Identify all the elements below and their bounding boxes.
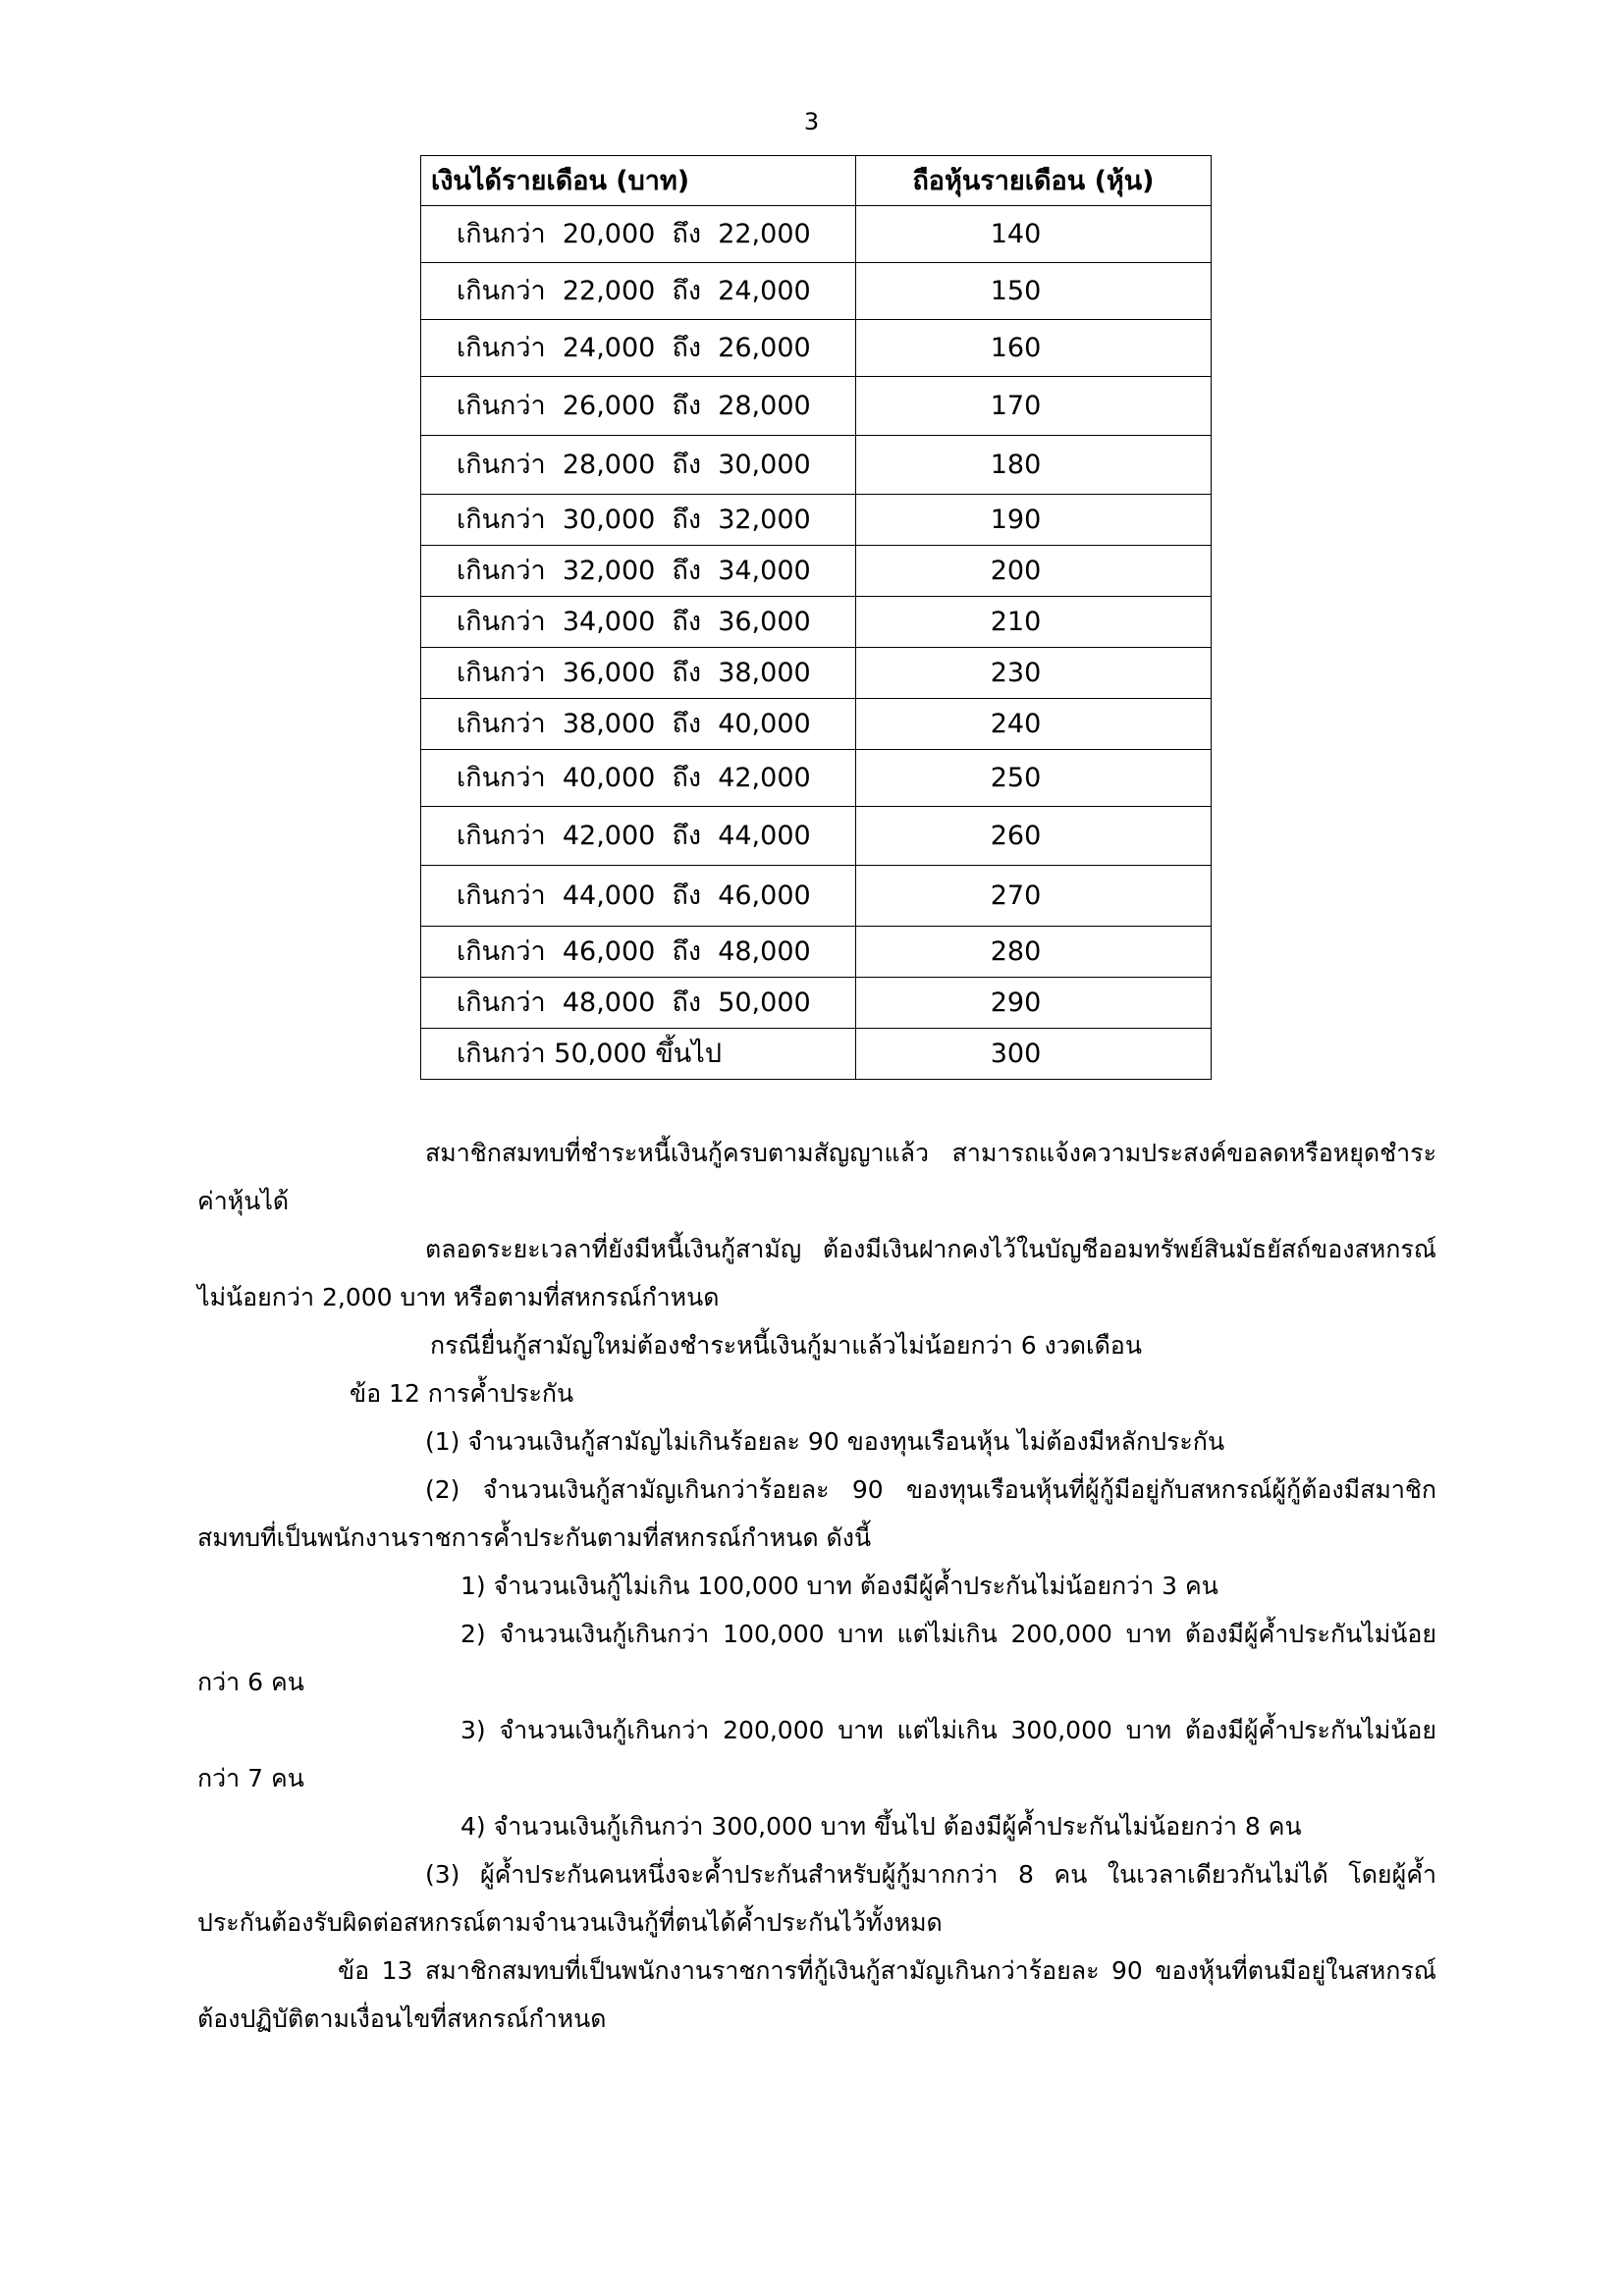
table-body — [421, 206, 1212, 1080]
income-range-cell: เกินกว่า 20,000 ถึง 22,000 — [421, 206, 856, 263]
clause-12-2: (2) จำนวนเงินกู้สามัญเกินกว่าร้อยละ 90 ของทุนเรือนหุ้นที่ผู้กู้มีอยู่กับสหกรณ์ผู้กู้ต้องมีสมาชิกสมทบที่เป็นพนักงานราชการค้ำประกันตามที่สหกรณ์กำหนด ดังนี้ — [197, 1475, 1436, 1552]
shares-cell: 240 — [856, 699, 1212, 750]
shares-cell: 180 — [856, 436, 1212, 495]
table-header-row — [421, 156, 1212, 206]
income-range-cell: เกินกว่า 24,000 ถึง 26,000 — [421, 320, 856, 377]
shares-cell: 280 — [856, 927, 1212, 978]
table-row — [421, 597, 1212, 648]
income-range-cell: เกินกว่า 32,000 ถึง 34,000 — [421, 546, 856, 597]
regulation-text — [197, 1129, 1436, 2043]
header-monthly-income: เงินได้รายเดือน (บาท) — [421, 156, 856, 206]
shares-cell: 190 — [856, 495, 1212, 546]
shares-cell: 160 — [856, 320, 1212, 377]
header-monthly-shares: ถือหุ้นรายเดือน (หุ้น) — [856, 156, 1212, 206]
income-range-cell: เกินกว่า 22,000 ถึง 24,000 — [421, 263, 856, 320]
clause-12-2-item-3: 3) จำนวนเงินกู้เกินกว่า 200,000 บาท แต่ไม่เกิน 300,000 บาท ต้องมีผู้ค้ำประกันไม่น้อยกว่า 7 คน — [197, 1716, 1436, 1792]
clause-12-2-item-1: 1) จำนวนเงินกู้ไม่เกิน 100,000 บาท ต้องมีผู้ค้ำประกันไม่น้อยกว่า 3 คน — [460, 1572, 1218, 1600]
shares-cell: 150 — [856, 263, 1212, 320]
income-range-cell: เกินกว่า 42,000 ถึง 44,000 — [421, 807, 856, 866]
table-row — [421, 807, 1212, 866]
shares-cell: 290 — [856, 978, 1212, 1029]
table-row — [421, 750, 1212, 807]
income-range-cell: เกินกว่า 30,000 ถึง 32,000 — [421, 495, 856, 546]
income-range-cell: เกินกว่า 48,000 ถึง 50,000 — [421, 978, 856, 1029]
paragraph-savings-deposit: ตลอดระยะเวลาที่ยังมีหนี้เงินกู้สามัญ ต้องมีเงินฝากคงไว้ในบัญชีออมทรัพย์สินมัธยัสถ์ของสหกรณ์ไม่น้อยกว่า 2,000 บาท หรือตามที่สหกรณ์กำหนด — [197, 1235, 1436, 1311]
table-row — [421, 263, 1212, 320]
shares-cell: 260 — [856, 807, 1212, 866]
table-row — [421, 436, 1212, 495]
income-range-cell: เกินกว่า 38,000 ถึง 40,000 — [421, 699, 856, 750]
clause-12-2-item-4: 4) จำนวนเงินกู้เกินกว่า 300,000 บาท ขึ้นไป ต้องมีผู้ค้ำประกันไม่น้อยกว่า 8 คน — [460, 1812, 1302, 1841]
share-table — [420, 155, 1212, 1080]
income-range-cell: เกินกว่า 46,000 ถึง 48,000 — [421, 927, 856, 978]
income-range-cell: เกินกว่า 34,000 ถึง 36,000 — [421, 597, 856, 648]
income-range-cell: เกินกว่า 40,000 ถึง 42,000 — [421, 750, 856, 807]
page-number: 3 — [803, 108, 820, 135]
paragraph-new-loan: กรณียื่นกู้สามัญใหม่ต้องชำระหนี้เงินกู้มาแล้วไม่น้อยกว่า 6 งวดเดือน — [430, 1331, 1142, 1360]
table-row — [421, 206, 1212, 263]
shares-cell: 270 — [856, 866, 1212, 927]
table-row — [421, 377, 1212, 436]
income-range-cell: เกินกว่า 50,000 ขึ้นไป — [421, 1029, 856, 1080]
income-range-cell: เกินกว่า 44,000 ถึง 46,000 — [421, 866, 856, 927]
shares-cell: 250 — [856, 750, 1212, 807]
clause-12-2-item-2: 2) จำนวนเงินกู้เกินกว่า 100,000 บาท แต่ไม่เกิน 200,000 บาท ต้องมีผู้ค้ำประกันไม่น้อยกว่า 6 คน — [197, 1620, 1436, 1696]
shares-cell: 200 — [856, 546, 1212, 597]
shares-cell: 230 — [856, 648, 1212, 699]
income-range-cell: เกินกว่า 36,000 ถึง 38,000 — [421, 648, 856, 699]
table-row — [421, 1029, 1212, 1080]
shares-cell: 210 — [856, 597, 1212, 648]
income-range-cell: เกินกว่า 28,000 ถึง 30,000 — [421, 436, 856, 495]
paragraph-repayment: สมาชิกสมทบที่ชำระหนี้เงินกู้ครบตามสัญญาแล้ว สามารถแจ้งความประสงค์ขอลดหรือหยุดชำระค่าหุ้นได้ — [197, 1139, 1436, 1215]
table-row — [421, 320, 1212, 377]
income-range-cell: เกินกว่า 26,000 ถึง 28,000 — [421, 377, 856, 436]
shares-cell: 140 — [856, 206, 1212, 263]
shares-cell: 300 — [856, 1029, 1212, 1080]
clause-12-1: (1) จำนวนเงินกู้สามัญไม่เกินร้อยละ 90 ของทุนเรือนหุ้น ไม่ต้องมีหลักประกัน — [425, 1427, 1225, 1456]
shares-cell: 170 — [856, 377, 1212, 436]
table-row — [421, 699, 1212, 750]
table-row — [421, 648, 1212, 699]
clause-12-3: (3) ผู้ค้ำประกันคนหนึ่งจะค้ำประกันสำหรับผู้กู้มากกว่า 8 คน ในเวลาเดียวกันไม่ได้ โดยผู้ค้ำประกันต้องรับผิดต่อสหกรณ์ตามจำนวนเงินกู้ที่ตนได้ค้ำประกันไว้ทั้งหมด — [197, 1860, 1436, 1937]
table-row — [421, 978, 1212, 1029]
table-row — [421, 927, 1212, 978]
table-row — [421, 546, 1212, 597]
section-13: ข้อ 13 สมาชิกสมทบที่เป็นพนักงานราชการที่กู้เงินกู้สามัญเกินกว่าร้อยละ 90 ของหุ้นที่ตนมีอยู่ในสหกรณ์ต้องปฏิบัติตามเงื่อนไขที่สหกรณ์กำหนด — [197, 1956, 1436, 2033]
table-row — [421, 866, 1212, 927]
section-12-title: ข้อ 12 การค้ำประกัน — [350, 1379, 574, 1408]
table-row — [421, 495, 1212, 546]
